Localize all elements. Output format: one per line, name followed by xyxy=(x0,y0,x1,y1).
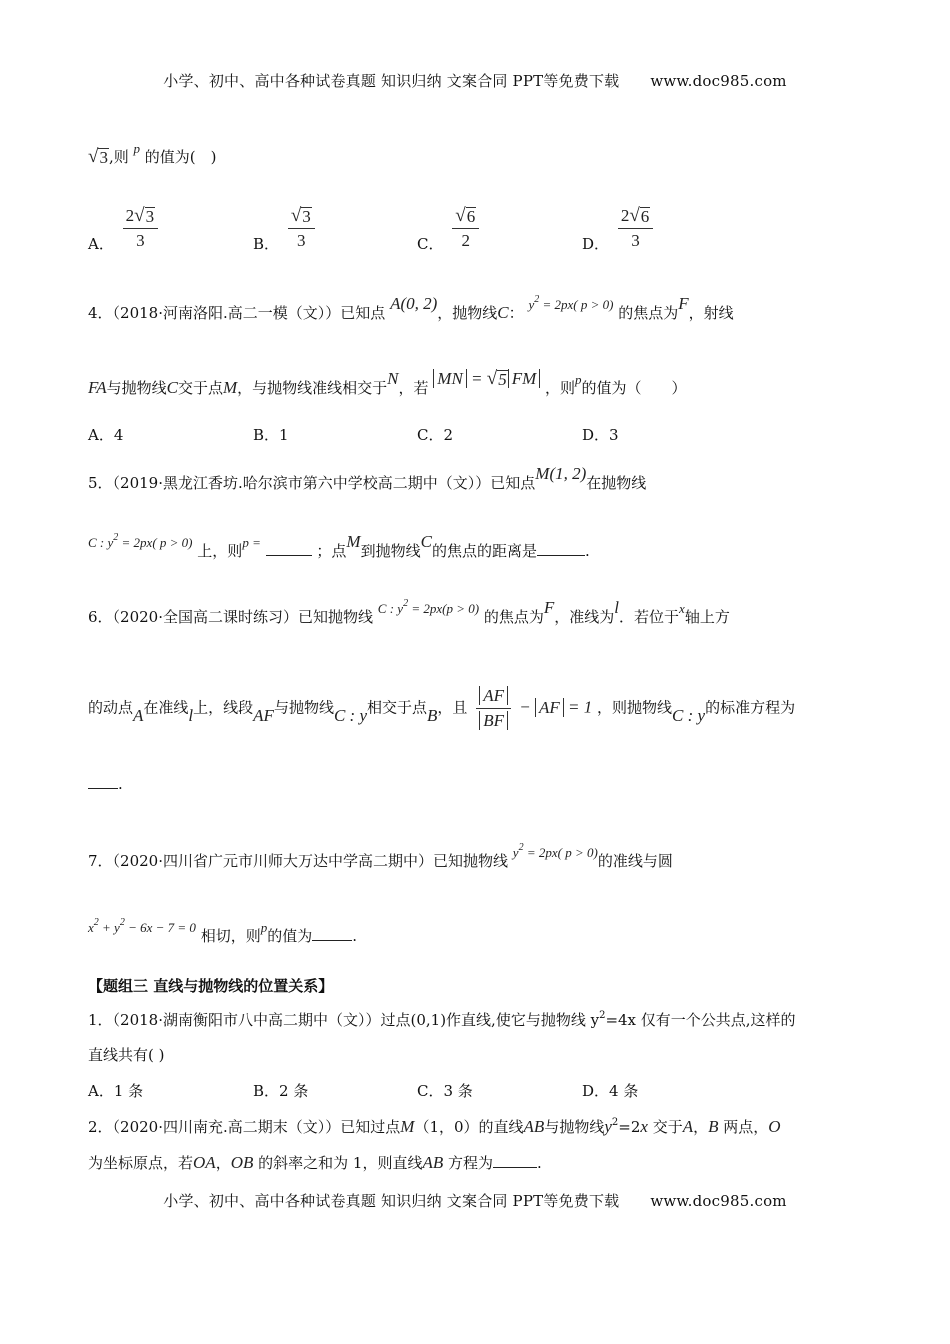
answer-blank[interactable] xyxy=(88,774,118,789)
g3q1-option-a[interactable]: A．1 条 xyxy=(88,1082,144,1100)
q4-line2: FA与抛物线C交于点M，与抛物线准线相交于N，若 MN = √ 5 FM ，则p的值为（ ） xyxy=(88,368,687,397)
section-heading: 【题组三 直线与抛物线的位置关系】 xyxy=(88,977,334,995)
g3q1-option-c[interactable]: C．3 条 xyxy=(417,1082,473,1100)
g3q1-line1: 1．（2018·湖南衡阳市八中高二期中（文））过点(0,1)作直线,使它与抛物线 $y^2=4x$ 仅有一个公共点,这样的 xyxy=(88,1010,796,1029)
q3-option-b[interactable]: B． √ 3 3 xyxy=(253,206,319,251)
q4-line1: 4．（2018·河南洛阳.高二一模（文））已知点 A(0, 2)，抛物线C： $y^2 = 2px$( p > 0) 的焦点为F，射线 xyxy=(88,294,734,322)
footer-text: 小学、初中、高中各种试卷真题 知识归纳 文案合同 PPT等免费下载 xyxy=(163,1192,620,1210)
q3-option-c[interactable]: C． √ 6 2 xyxy=(417,206,483,251)
g3q2-line1: 2．（2020·四川南充.高二期末（文））已知过点M（1，0）的直线AB与抛物线$y^2=2x$ 交于A，B 两点，O xyxy=(88,1117,781,1136)
q3-option-d[interactable]: D． 2 √ 6 3 xyxy=(582,206,657,251)
g3q1-option-d[interactable]: D．4 条 xyxy=(582,1082,639,1100)
q7-line2: $x^2 + y^2 - 6x - 7 = 0$ 相切，则p的值为 . xyxy=(88,917,358,945)
q6-line2: 的动点A在准线l上，线段AF与抛物线C : y相交于点B，且 $\frac{AF}{BF}$ − AF = 1 ，则抛物线C : y的标准方程为 xyxy=(88,686,796,730)
header-text: 小学、初中、高中各种试卷真题 知识归纳 文案合同 PPT等免费下载 xyxy=(163,72,620,90)
q3-tail: √ 3 ,则 p 的值为( ) xyxy=(88,141,217,167)
g3q2-line2: 为坐标原点，若OA，OB 的斜率之和为 1，则直线AB 方程为 . xyxy=(88,1153,542,1172)
page-header xyxy=(0,70,950,91)
g3q1-option-b[interactable]: B．2 条 xyxy=(253,1082,309,1100)
q6-line3: . xyxy=(88,774,123,793)
q4-option-d[interactable]: D．3 xyxy=(582,426,619,444)
q5-line2: C : $y^2 = 2px$( p > 0) 上，则p = ；点M到抛物线C的焦点的距离是 . xyxy=(88,532,590,560)
sqrt3: √ 3 xyxy=(88,146,108,167)
answer-blank[interactable] xyxy=(266,541,312,556)
header-url[interactable]: www.doc985.com xyxy=(650,72,787,90)
footer-url[interactable]: www.doc985.com xyxy=(650,1192,787,1210)
page-footer xyxy=(0,1190,950,1211)
q6-line1: 6．（2020·全国高二课时练习）已知抛物线 C : $y^2 = 2px(p > 0)$ 的焦点为F，准线为l．若位于x轴上方 xyxy=(88,598,730,626)
answer-blank[interactable] xyxy=(312,926,352,941)
answer-blank[interactable] xyxy=(493,1153,537,1168)
q4-option-a[interactable]: A．4 xyxy=(88,426,124,444)
q7-line1: 7．（2020·四川省广元市川师大万达中学高二期中）已知抛物线 $y^2 = 2px$( p > 0)的准线与圆 xyxy=(88,842,673,870)
g3q1-line2: 直线共有( ) xyxy=(88,1046,165,1064)
answer-blank[interactable] xyxy=(537,541,585,556)
q4-option-c[interactable]: C．2 xyxy=(417,426,454,444)
q4-option-b[interactable]: B．1 xyxy=(253,426,289,444)
q3-option-a[interactable]: A． 2 √ 3 3 xyxy=(88,206,162,251)
q5-line1: 5．（2019·黑龙江香坊.哈尔滨市第六中学校高二期中（文））已知点M(1, 2)在抛物线 xyxy=(88,464,647,492)
